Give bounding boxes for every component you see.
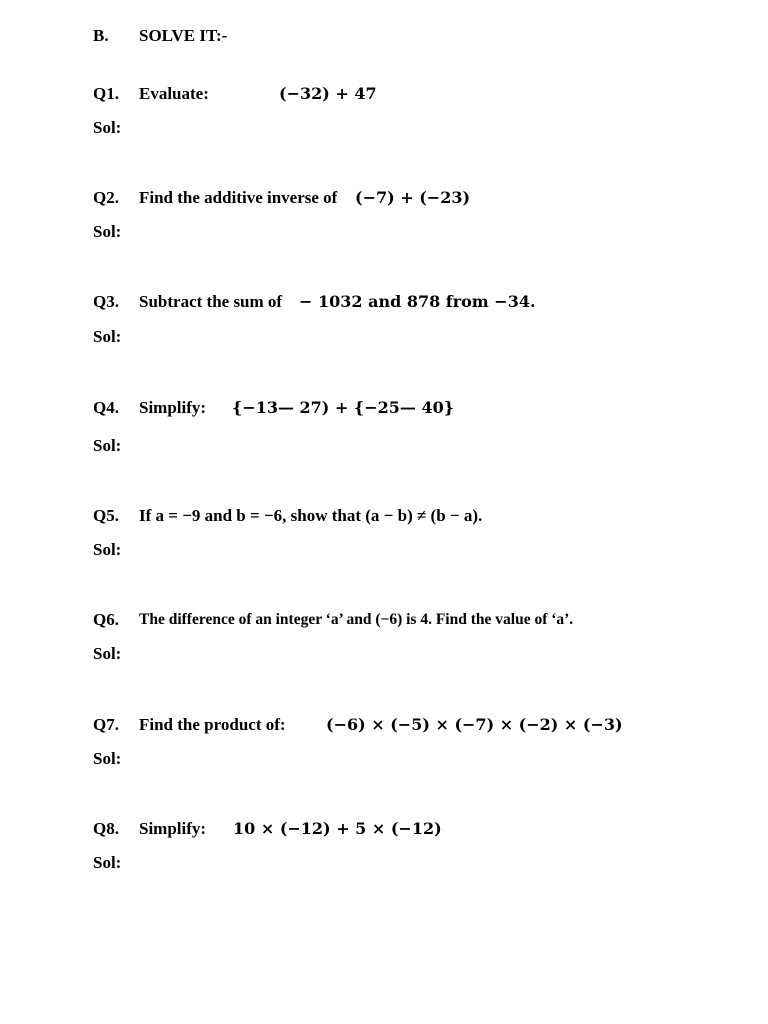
sol-text: Sol: bbox=[93, 853, 122, 872]
sol-text: Sol: bbox=[93, 749, 122, 768]
question-expression: (−32) + 47 bbox=[279, 84, 377, 103]
question-number: Q5. bbox=[93, 506, 119, 525]
section-label: B. bbox=[93, 26, 109, 45]
sol-text: Sol: bbox=[93, 644, 122, 663]
question-text: Find the additive inverse of bbox=[139, 188, 338, 207]
section-title: SOLVE IT:- bbox=[139, 26, 228, 45]
sol-text: Sol: bbox=[93, 118, 122, 137]
sol-text: Sol: bbox=[93, 222, 122, 241]
question-number: Q4. bbox=[93, 398, 119, 417]
question-expression: (−7) + (−23) bbox=[355, 188, 471, 207]
question-text: Subtract the sum of bbox=[139, 292, 283, 311]
sol-text: Sol: bbox=[93, 540, 122, 559]
question-text: Evaluate: bbox=[139, 84, 209, 103]
question-number: Q6. bbox=[93, 610, 119, 629]
question-text: The difference of an integer ‘a’ and (−6) is 4. Find the value of ‘a’. bbox=[139, 611, 574, 628]
question-number: Q2. bbox=[93, 188, 119, 207]
question-text: Simplify: bbox=[139, 819, 207, 838]
question-number: Q3. bbox=[93, 292, 119, 311]
question-number: Q7. bbox=[93, 715, 119, 734]
sol-text: Sol: bbox=[93, 436, 122, 455]
question-text: Simplify: bbox=[139, 398, 207, 417]
sol-text: Sol: bbox=[93, 327, 122, 346]
question-text: Find the product of: bbox=[139, 715, 286, 734]
question-expression: − 1032 and 878 from −34. bbox=[299, 292, 536, 311]
question-expression: {−13— 27) + {−25— 40} bbox=[232, 398, 454, 417]
question-expression: 10 × (−12) + 5 × (−12) bbox=[233, 819, 442, 838]
question-text: If a = −9 and b = −6, show that (a − b) ≠ (b − a). bbox=[139, 506, 483, 525]
question-number: Q1. bbox=[93, 84, 119, 103]
question-number: Q8. bbox=[93, 819, 119, 838]
question-expression: (−6) × (−5) × (−7) × (−2) × (−3) bbox=[326, 715, 623, 734]
